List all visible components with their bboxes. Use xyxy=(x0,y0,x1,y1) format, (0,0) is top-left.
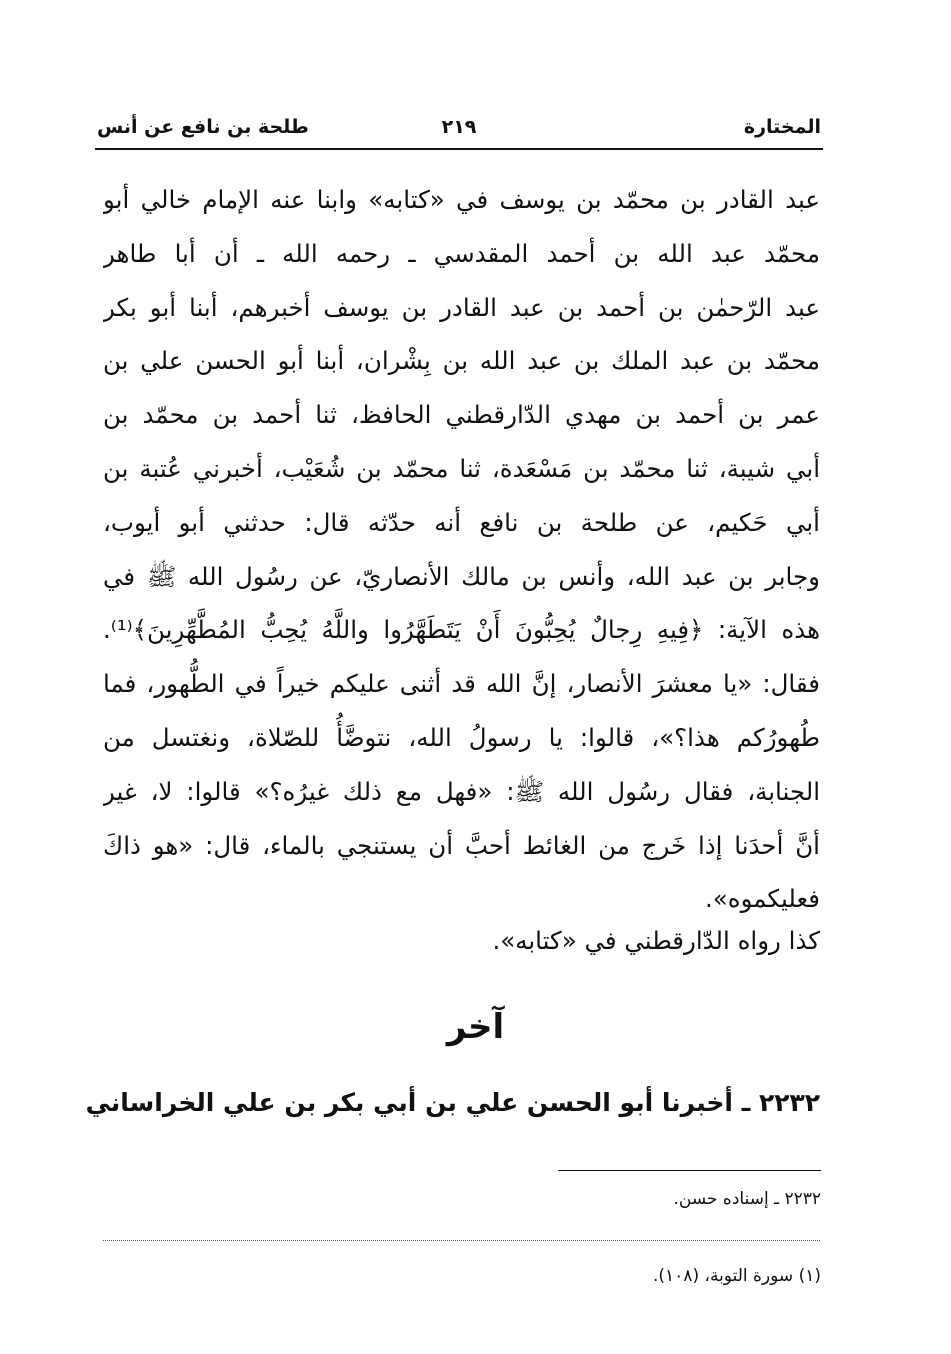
header-book-title: المختارة xyxy=(743,116,821,138)
hadith-start-line: ٢٢٣٢ ـ أخبرنا أبو الحسن علي بن أبي بكر بن علي الخراساني xyxy=(85,1088,820,1117)
footnote-separator xyxy=(558,1170,821,1171)
text-line: محمّد بن عبد الملك بن عبد الله بن بِشْران، أبنا أبو الحسن علي بن xyxy=(103,346,820,376)
text-line: أبي شيبة، ثنا محمّد بن مَسْعَدة، ثنا محمّد بن شُعَيْب، أخبرني عُتبة بن xyxy=(103,453,820,483)
text-line: طُهورُكم هذا؟»، قالوا: يا رسولُ الله، نتوضَّأُ للصّلاة، ونغتسل من xyxy=(103,722,820,752)
text-line: عبد القادر بن محمّد بن يوسف في «كتابه» وابنا عنه الإمام خالي أبو xyxy=(103,185,820,214)
text-line: فعليكموه». xyxy=(705,884,820,914)
header-section-title: طلحة بن نافع عن أنس xyxy=(97,116,309,138)
text-line-quran-verse: هذه الآية: ﴿فِيهِ رِجالٌ يُحِبُّونَ أَنْ يَتَطَهَّرُوا واللَّهُ يُحِبُّ المُطَّهِّرِينَ﴾⁽¹⁾. xyxy=(103,615,820,645)
main-text-block xyxy=(103,173,820,926)
text-line: عبد الرّحمٰن بن أحمد بن عبد القادر بن يوسف أخبرهم، أبنا أبو بكر xyxy=(103,292,820,322)
text-line: أنَّ أحدَنا إذا خَرج من الغائط أحبَّ أن يستنجي بالماء، قال: «هو ذاكَ xyxy=(103,830,820,860)
running-header xyxy=(95,104,823,150)
text-line: وجابر بن عبد الله، وأنس بن مالك الأنصاريّ، عن رسُول الله ﷺ في xyxy=(103,561,820,591)
header-page-number: ٢١٩ xyxy=(441,116,477,138)
subsection-heading: آخر xyxy=(446,1007,505,1047)
text-line: أبي حَكيم، عن طلحة بن نافع أنه حدّثه قال: حدثني أبو أيوب، xyxy=(103,507,820,537)
text-line: فقال: «يا معشرَ الأنصار، إنَّ الله قد أثنى عليكم خيراً في الطُّهور، فما xyxy=(103,669,820,699)
footnote-dotted-divider xyxy=(103,1240,820,1241)
text-line: عمر بن أحمد بن مهدي الدّارقطني الحافظ، ثنا أحمد بن محمّد بن xyxy=(103,400,820,430)
footnote-grading: ٢٢٣٢ ـ إسناده حسن. xyxy=(673,1189,821,1209)
footnote-reference: (١) سورة التوبة، (١٠٨). xyxy=(652,1266,821,1286)
text-line: الجنابة، فقال رسُول الله ﷺ: «فهل مع ذلك غيرُه؟» قالوا: لا، غير xyxy=(103,776,820,806)
text-line: محمّد عبد الله بن أحمد المقدسي ـ رحمه الله ـ أن أبا طاهر xyxy=(103,238,820,268)
closing-line: كذا رواه الدّارقطني في «كتابه». xyxy=(492,926,820,955)
